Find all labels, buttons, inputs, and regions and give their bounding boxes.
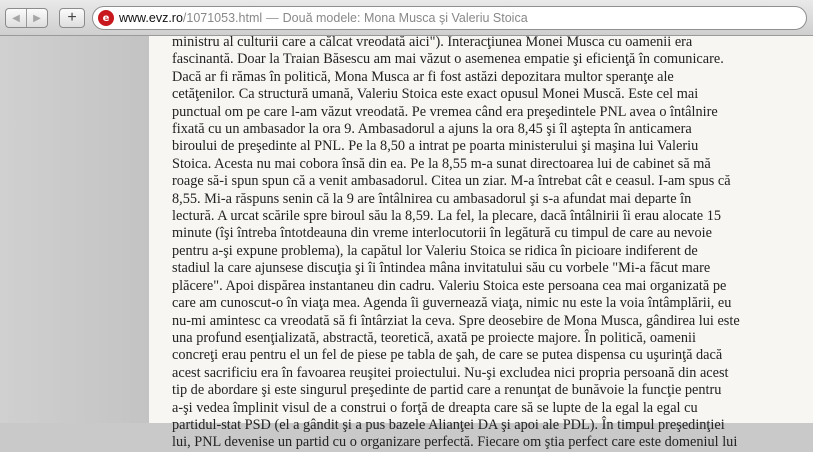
article-content-area — [149, 34, 813, 451]
article-line: plăcere". Apoi dispărea instantaneu din cadru. Valeriu Stoica este persoana cea mai organizată pe — [172, 277, 727, 294]
article-line: Dacă ar fi rămas în politică, Mona Musca ar fi fost astăzi depozitara multor speranţe ale — [172, 68, 674, 85]
article-line: partidul-stat PSD (el a gândit şi a pus bazele Alianţei DA şi apoi ale PDL). În timpul preşedinţiei — [172, 416, 725, 433]
nav-button-group — [5, 8, 48, 28]
article-line: concreţi erau pentru el un fel de piese pe tabla de şah, de care se putea dispensa cu uşurinţă dacă — [172, 347, 723, 364]
add-bookmark-button[interactable]: + — [59, 8, 85, 28]
article-line: biroului de preşedinte al PNL. Pe la 8,50 a intrat pe poarta ministerului şi maşina lui Valeriu — [172, 138, 699, 155]
article-line: lui, PNL devenise un partid cu o organizare perfectă. Fiecare om ştia perfect care este domeniul lui — [172, 434, 738, 451]
back-arrow-icon: ◀ — [12, 12, 20, 24]
site-favicon-icon: e — [98, 10, 114, 26]
article-line: 8,55. Mi-a răspuns senin că la 9 are întâlnirea cu ambasadorul şi s-a afundat mai departe în — [172, 190, 692, 207]
forward-arrow-icon: ▶ — [33, 12, 41, 24]
browser-toolbar — [0, 0, 813, 36]
article-line: fixată cu un ambasador la ora 9. Ambasadorul a ajuns la ora 8,45 şi îl aştepta în anticamera — [172, 121, 692, 138]
article-line: minute (îşi întreba întotdeauna din vreme interlocutorii în legătură cu timpul de care au nevoie — [172, 225, 712, 242]
article-line: lectură. A urcat scările spre biroul său la 8,59. La fel, la plecare, dacă întâlnirii îi erau alocate 15 — [172, 208, 721, 225]
article-line: nu-mi amintesc ca vreodată să fi întârziat la ceva. Spre deosebire de Mona Musca, gândirea lui este — [172, 312, 740, 329]
article-line: una profund esenţializată, abstractă, teoretică, axată pe proiecte majore. În politică, oamenii — [172, 329, 696, 346]
page-left-margin — [0, 36, 149, 423]
article-line: pentru a-şi expune problema), la capătul lor Valeriu Stoica se ridica în picioare indiferent de — [172, 242, 698, 259]
url-text — [119, 11, 528, 25]
article-line: roage să-i spun spun că a venit ambasadorul. Citea un ziar. M-a întrebat cât e ceasul. I-am spus că — [172, 173, 731, 190]
url-title-separator: — — [266, 11, 279, 25]
url-host: www.evz.ro — [119, 11, 183, 25]
article-line: tip de abordare şi este singurul preşedinte de partid care a renunţat de bunăvoie la funcţie pentru — [172, 382, 722, 399]
address-bar[interactable] — [92, 6, 807, 30]
back-button[interactable] — [6, 9, 26, 27]
article-line: stadiul la care ajunsese discuţia şi îi întindea mâna invitatului său cu vorbele "Mi-a făcut mare — [172, 260, 711, 277]
article-line: a-şi vedea împlinit visul de a construi o forţă de dreapta care să se lupte de la egal la egal cu — [172, 399, 698, 416]
article-body — [172, 34, 792, 452]
article-line: Stoica. Acesta nu mai cobora însă din ea. Pe la 8,55 m-a sunat directoarea lui de cabinet să mă — [172, 155, 711, 172]
article-line: acest sacrificiu era în favoarea reuşitei proiectului. Nu-şi excludea nici propria persoană din acest — [172, 364, 729, 381]
article-line: cetăţenilor. Ca structură umană, Valeriu Stoica este exact opusul Monei Muscă. Este cel mai — [172, 86, 699, 103]
article-line: fascinantă. Doar la Traian Băsescu am mai văzut o asemenea empatie şi eficienţă în comunicare. — [172, 51, 724, 68]
article-line: ministru al culturii care a călcat vreodată aici"). Interacţiunea Monei Musca cu oamenii era — [172, 34, 693, 50]
page-title: Două modele: Mona Musca şi Valeriu Stoica — [282, 11, 528, 25]
article-line: care am cunoscut-o în viaţa mea. Agenda îi guvernează viaţa, nimic nu este la voia întâmplării, eu — [172, 295, 732, 312]
url-path: /1071053.html — [182, 11, 263, 25]
forward-button[interactable] — [26, 9, 47, 27]
article-line: punctual om pe care l-am văzut vreodată. Pe vremea când era preşedintele PNL avea o întâlnire — [172, 103, 718, 120]
